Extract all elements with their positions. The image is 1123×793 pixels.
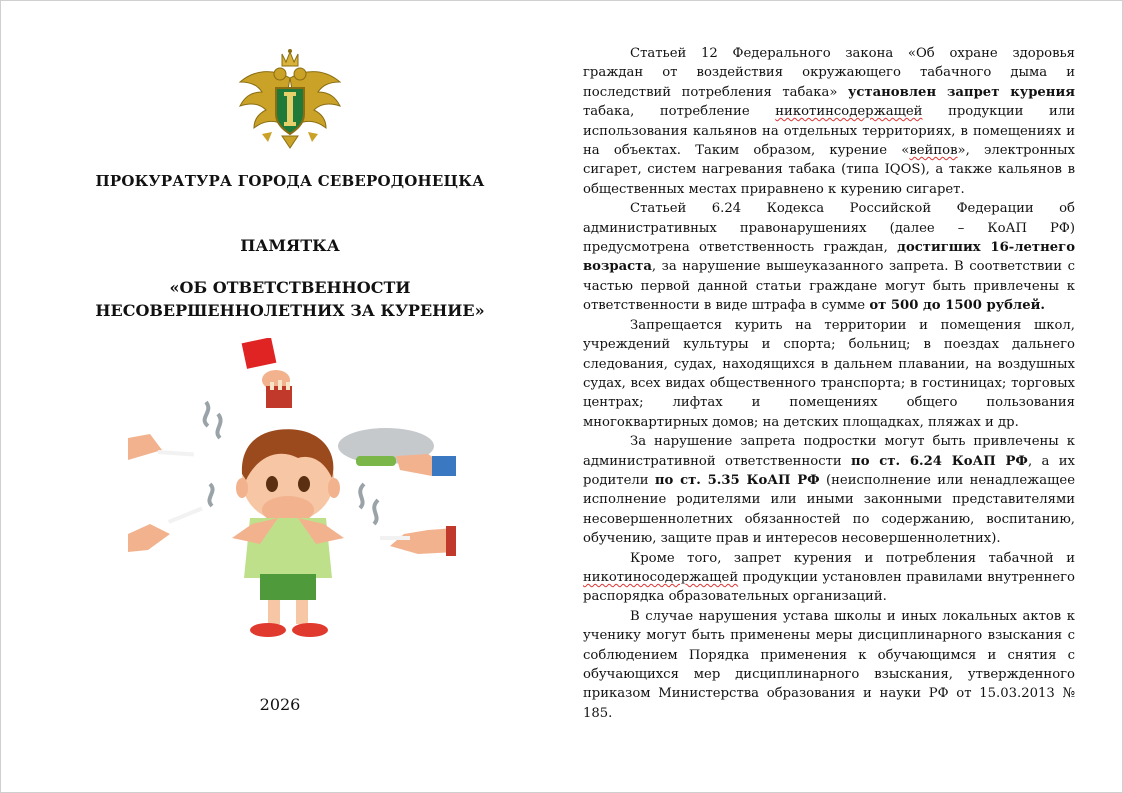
paragraph-4: За нарушение запрета подростки могут быть привлечены к административной ответственности по ст. 6.24 КоАП РФ, а их родители по ст. 5.35 КоАП РФ (неисполнение или ненадлежащее исполнение родителями или иными законными представителями несовершеннолетних обязанностей по содержанию, воспитанию, обучению, защите прав и интересов несовершеннолетних). — [583, 434, 1075, 547]
document-type: ПАМЯТКА — [240, 236, 340, 255]
document-title-line1: «ОБ ОТВЕТСТВЕННОСТИ — [169, 278, 411, 297]
document-title — [0, 276, 580, 322]
paragraph-5: Кроме того, запрет курения и потребления табачной и никотиносодержащей продукции установлен правилами внутреннего распорядка образовательных организаций. — [583, 550, 1075, 605]
cover-panel — [0, 0, 560, 793]
publication-year: 2026 — [259, 695, 301, 714]
organization-name: ПРОКУРАТУРА ГОРОДА СЕВЕРОДОНЕЦКА — [95, 172, 485, 190]
paragraph-2: Статьей 6.24 Кодекса Российской Федерации об административных правонарушениях (далее – КоАП РФ) предусмотрена ответственность граждан, достигших 16-летнего возраста, за нарушение вышеуказанного запрета. В соответствии с частью первой данной статьи граждане могут быть привлечены к ответственности в виде штрафа в сумме от 500 до 1500 рублей. — [583, 201, 1075, 314]
paragraph-1: Статьей 12 Федерального закона «Об охране здоровья граждан от воздействия окружающего табачного дыма и последствий потребления табака» установлен запрет курения табака, потребление никотинсодержащей продукции или использования кальянов на отдельных территориях, в помещениях и на объектах. Таким образом, курение «вейпов», электронных сигарет, систем нагревания табака (типа IQOS), а также кальянов в общественных местах приравнено к курению сигарет. — [583, 46, 1075, 197]
prosecutor-emblem-icon — [232, 48, 348, 152]
child-refusing-smoke-icon — [128, 338, 456, 640]
body-text — [583, 44, 1075, 723]
paragraph-6: В случае нарушения устава школы и иных локальных актов к ученику могут быть применены меры дисциплинарного взыскания с соблюдением Порядка применения к обучающимся и снятия с обучающихся мер дисциплинарного взыскания, утвержденного приказом Министерства образования и науки РФ от 15.03.2013 № 185. — [583, 608, 1075, 721]
paragraph-3: Запрещается курить на территории и помещения школ, учреждений культуры и спорта; больниц; в поездах дальнего следования, судах, находящихся в дальнем плавании, на воздушных судах, всех видах общественного транспорта; в гостиницах; торговых центрах; лифтах и помещениях общего пользования многоквартирных домов; на детских площадках, пляжах и др. — [583, 317, 1075, 430]
document-title-line2: НЕСОВЕРШЕННОЛЕТНИХ ЗА КУРЕНИЕ» — [95, 301, 485, 320]
